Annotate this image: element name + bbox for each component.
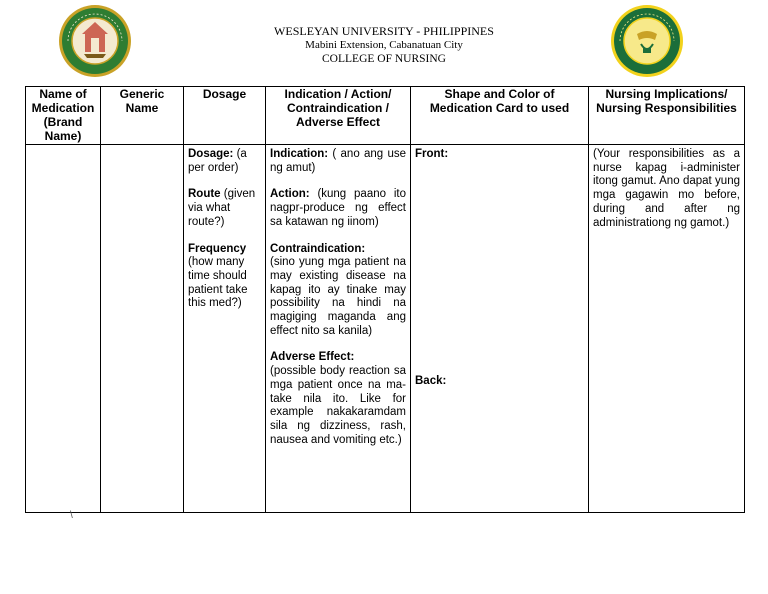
dosage-text: (a per order) <box>188 148 247 174</box>
cell-nursing-responsibilities <box>589 145 745 513</box>
indication-label: Indication: <box>270 148 329 160</box>
action-text: (kung paano ito nagpr-produce ng effect sa katawan ng iinom) <box>270 188 406 228</box>
university-address: Mabini Extension, Cabanatuan City <box>305 39 463 51</box>
contraindication-label: Contraindication: <box>270 242 366 255</box>
frequency-text: (how many time should patient take this med?) <box>188 256 248 310</box>
col-header-indication: Indication / Action/ Contraindication / Adverse Effect <box>266 87 411 145</box>
adverse-effect-text: (possible body reaction sa mga patient once na ma-take nila ito. Like for example nakakaramdam sila ng dizziness, rash, nausea and vomiting etc.) <box>270 365 406 446</box>
stray-mark: \ <box>70 510 73 521</box>
university-seal-logo <box>58 4 132 78</box>
cell-indication <box>266 145 411 513</box>
college-name: COLLEGE OF NURSING <box>322 53 446 65</box>
back-label: Back: <box>415 374 447 387</box>
medication-card-table <box>25 86 745 513</box>
col-header-nursing-responsibilities: Nursing Implications/ Nursing Responsibilities <box>589 87 745 145</box>
front-label: Front: <box>415 148 449 160</box>
frequency-label: Frequency <box>188 242 247 255</box>
col-header-generic-name: Generic Name <box>101 87 184 145</box>
cell-dosage <box>184 145 266 513</box>
cell-brand-name <box>26 145 101 513</box>
table-header-row <box>26 87 745 145</box>
document-header <box>0 0 768 86</box>
route-text: (given via what route?) <box>188 188 256 228</box>
university-name: WESLEYAN UNIVERSITY - PHILIPPINES <box>274 24 494 38</box>
dosage-label: Dosage: <box>188 148 234 160</box>
adverse-effect-block <box>270 351 406 447</box>
college-of-nursing-seal-logo <box>610 4 684 78</box>
dosage-block <box>188 148 261 175</box>
adverse-effect-label: Adverse Effect: <box>270 351 355 364</box>
table-row <box>26 145 745 513</box>
indication-text: ( ano ang use ng amut) <box>270 148 406 174</box>
contraindication-text: (sino yung mga patient na may existing disease na kapag ito ay tinake may possibility na hindi na magiging maganda ang effect nito sa kanila) <box>270 256 406 337</box>
col-header-brand-name: Name of Medication (Brand Name) <box>26 87 101 145</box>
col-header-card-shape-color: Shape and Color of Medication Card to used <box>411 87 589 145</box>
action-label: Action: <box>270 188 310 201</box>
cell-card-shape-color <box>411 145 589 513</box>
header-text-block <box>200 24 568 67</box>
action-block <box>270 188 406 229</box>
col-header-dosage: Dosage <box>184 87 266 145</box>
frequency-block <box>188 243 261 312</box>
cell-generic-name <box>101 145 184 513</box>
route-block <box>188 188 261 229</box>
nursing-responsibilities-text: (Your responsibilities as a nurse kapag i-administer itong gamut. Ano dapat yung mga gagawin mo before, during and after ng administrationg ng gamot.) <box>593 148 740 229</box>
contraindication-block <box>270 243 406 339</box>
route-label: Route <box>188 188 221 201</box>
indication-block <box>270 148 406 175</box>
